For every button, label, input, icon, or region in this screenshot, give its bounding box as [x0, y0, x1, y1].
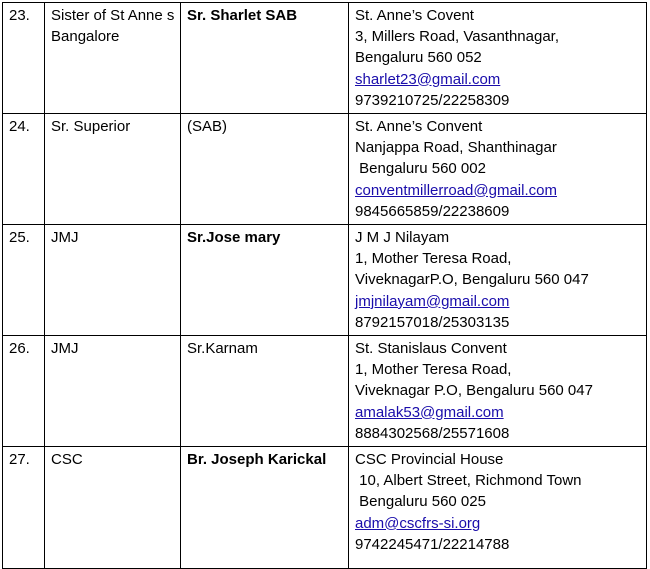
address-line: Bengaluru 560 025 — [355, 493, 486, 511]
row-number: 23. — [3, 3, 45, 114]
organization: JMJ — [45, 336, 181, 447]
table-row — [3, 336, 647, 447]
address-line: ViveknagarP.O, Bengaluru 560 047 — [355, 271, 589, 289]
text-cursor — [646, 430, 647, 452]
organization: Sr. Superior — [45, 114, 181, 225]
address-line: Viveknagar P.O, Bengaluru 560 047 — [355, 382, 593, 400]
address-line: J M J Nilayam — [355, 229, 450, 247]
email-link[interactable]: sharlet23@gmail.com — [355, 70, 501, 88]
address-line: 10, Albert Street, Richmond Town — [355, 472, 582, 490]
contact-name: Sr.Jose mary — [181, 225, 349, 336]
table-row — [3, 447, 647, 569]
email-link[interactable]: conventmillerroad@gmail.com — [355, 181, 557, 199]
address-line: St. Anne’s Convent — [355, 118, 483, 136]
table-row — [3, 114, 647, 225]
contacts-table — [2, 2, 647, 569]
address-cell — [349, 225, 647, 336]
row-number: 25. — [3, 225, 45, 336]
address-line: 1, Mother Teresa Road, — [355, 250, 512, 268]
contact-name: Sr. Sharlet SAB — [181, 3, 349, 114]
address-cell — [349, 447, 647, 569]
organization: Sister of St Anne s Bangalore — [45, 3, 181, 114]
contact-name: Sr.Karnam — [181, 336, 349, 447]
address-line: St. Stanislaus Convent — [355, 340, 507, 358]
organization: JMJ — [45, 225, 181, 336]
table-row — [3, 3, 647, 114]
phone-number: 8884302568/25571608 — [355, 424, 510, 442]
address-line: St. Anne’s Covent — [355, 7, 474, 24]
table-row — [3, 225, 647, 336]
contact-name: Br. Joseph Karickal — [181, 447, 349, 569]
address-line: CSC Provincial House — [355, 451, 504, 469]
phone-number: 9845665859/22238609 — [355, 202, 510, 220]
address-line: Nanjappa Road, Shanthinagar — [355, 139, 557, 157]
phone-number: 8792157018/25303135 — [355, 313, 510, 331]
address-cell — [349, 336, 647, 447]
address-line: 1, Mother Teresa Road, — [355, 361, 512, 379]
address-line: Bengaluru 560 052 — [355, 49, 482, 67]
organization: CSC — [45, 447, 181, 569]
address-cell — [349, 3, 647, 114]
phone-number: 9739210725/22258309 — [355, 91, 510, 109]
phone-number: 9742245471/22214788 — [355, 535, 510, 553]
address-line: Bengaluru 560 002 — [355, 160, 486, 178]
email-link[interactable]: jmjnilayam@gmail.com — [355, 292, 510, 310]
address-line: 3, Millers Road, Vasanthnagar, — [355, 28, 560, 46]
email-link[interactable]: adm@cscfrs-si.org — [355, 514, 481, 532]
email-link[interactable]: amalak53@gmail.com — [355, 403, 504, 421]
row-number: 26. — [3, 336, 45, 447]
row-number: 27. — [3, 447, 45, 569]
row-number: 24. — [3, 114, 45, 225]
address-cell — [349, 114, 647, 225]
contact-name: (SAB) — [181, 114, 349, 225]
